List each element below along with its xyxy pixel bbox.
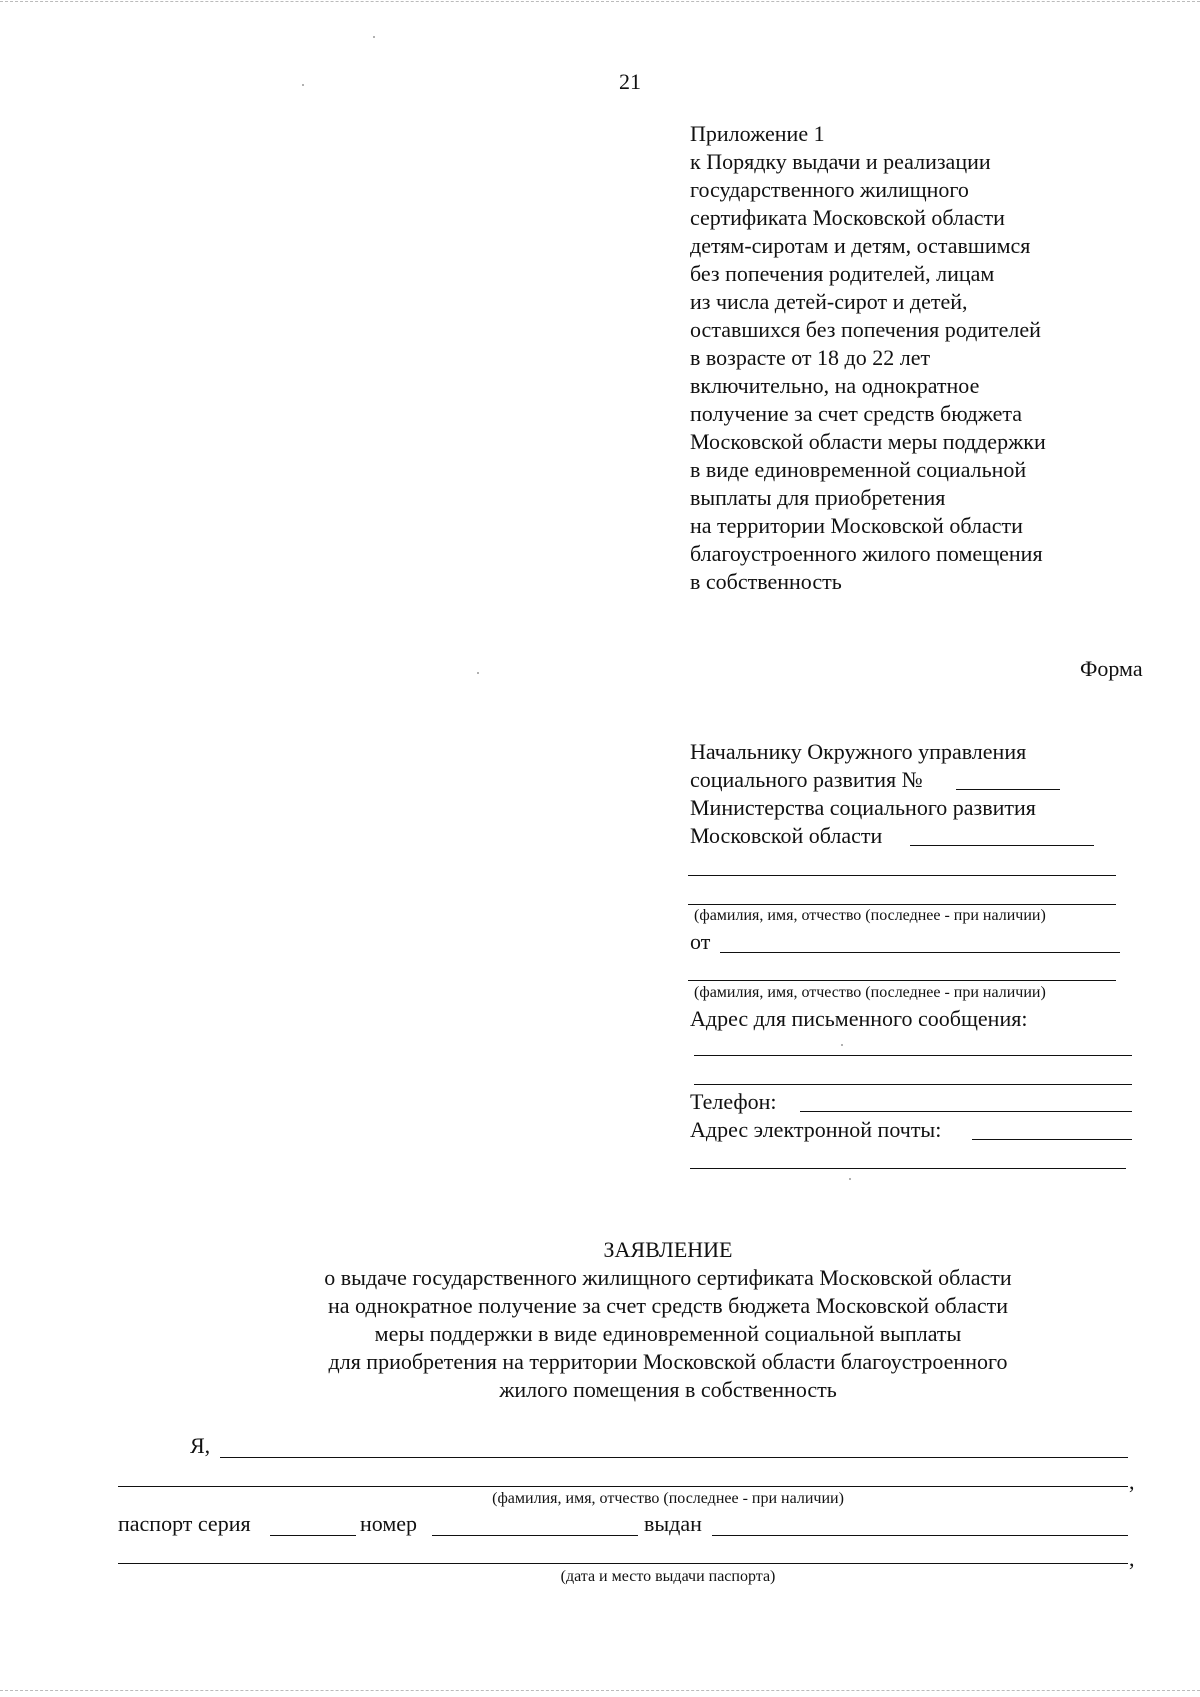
trailing-comma-2: ,	[1129, 1546, 1135, 1571]
fio-caption-2: (фамилия, имя, отчество (последнее - при наличии)	[694, 984, 1046, 1001]
appendix-line: получение за счет средств бюджета	[690, 401, 1023, 426]
appendix-line: из числа детей-сирот и детей,	[690, 289, 968, 314]
appendix-line: выплаты для приобретения	[690, 485, 946, 510]
applicant-name-field[interactable]	[720, 952, 1120, 953]
addressee-line-4: Московской области	[690, 823, 883, 848]
appendix-line: в виде единовременной социальной	[690, 457, 1027, 482]
head-name-field[interactable]	[910, 845, 1094, 846]
passport-number-field[interactable]	[432, 1535, 638, 1536]
subtitle-line: на однократное получение за счет средств бюджета Московской области	[327, 1293, 1009, 1318]
passport-issue-field[interactable]	[118, 1563, 1128, 1564]
fio-caption: (фамилия, имя, отчество (последнее - при наличии)	[694, 907, 1046, 924]
trailing-comma: ,	[1129, 1469, 1135, 1494]
appendix-line: в собственность	[690, 569, 842, 594]
appendix-line: к Порядку выдачи и реализации	[690, 149, 991, 174]
scan-speck	[373, 36, 375, 38]
email-label: Адрес электронной почты:	[690, 1117, 942, 1142]
head-name-field-3[interactable]	[688, 904, 1116, 905]
from-label: от	[690, 929, 711, 954]
appendix-line: сертификата Московской области	[690, 205, 1005, 230]
passport-series-field[interactable]	[270, 1535, 356, 1536]
issued-by-field[interactable]	[712, 1535, 1128, 1536]
phone-label: Телефон:	[690, 1089, 777, 1114]
appendix-block	[690, 120, 1046, 596]
statement-subtitle	[0, 1264, 1200, 1404]
phone-field[interactable]	[800, 1111, 1132, 1112]
passport-caption: (дата и место выдачи паспорта)	[560, 1568, 776, 1585]
page-number: 21	[619, 69, 641, 94]
subtitle-line: о выдаче государственного жилищного сертификата Московской области	[324, 1265, 1012, 1290]
scan-edge-top	[0, 1, 1200, 2]
subtitle-line: для приобретения на территории Московской области благоустроенного	[328, 1349, 1008, 1374]
full-name-field-2[interactable]	[118, 1486, 1128, 1487]
full-name-field[interactable]	[220, 1457, 1128, 1458]
statement-title: ЗАЯВЛЕНИЕ	[603, 1237, 733, 1262]
subtitle-line: жилого помещения в собственность	[499, 1377, 837, 1402]
addressee-line-1: Начальнику Окружного управления	[690, 739, 1027, 764]
email-field[interactable]	[972, 1139, 1132, 1140]
scan-edge-bottom	[0, 1690, 1200, 1691]
addressee-line-3: Министерства социального развития	[690, 795, 1036, 820]
appendix-line: детям-сиротам и детям, оставшимся	[690, 233, 1031, 258]
address-field-2[interactable]	[694, 1084, 1132, 1085]
issued-label: выдан	[644, 1511, 702, 1536]
passport-number-label: номер	[360, 1511, 418, 1536]
head-name-field-2[interactable]	[688, 875, 1116, 876]
department-number-field[interactable]	[956, 789, 1060, 790]
appendix-line: включительно, на однократное	[690, 373, 980, 398]
i-label: Я,	[190, 1433, 211, 1458]
appendix-line: на территории Московской области	[690, 513, 1023, 538]
email-field-2[interactable]	[690, 1168, 1126, 1169]
appendix-line: оставшихся без попечения родителей	[690, 317, 1041, 342]
appendix-line: Приложение 1	[690, 121, 825, 146]
appendix-line: государственного жилищного	[690, 177, 969, 202]
appendix-line: в возрасте от 18 до 22 лет	[690, 345, 931, 370]
addressee-line-2: социального развития №	[690, 767, 923, 792]
appendix-line: благоустроенного жилого помещения	[690, 541, 1043, 566]
subtitle-line: меры поддержки в виде единовременной социальной выплаты	[374, 1321, 962, 1346]
appendix-line: Московской области меры поддержки	[690, 429, 1046, 454]
full-name-caption: (фамилия, имя, отчество (последнее - при наличии)	[492, 1490, 844, 1507]
appendix-line: без попечения родителей, лицам	[690, 261, 995, 286]
passport-series-label: паспорт серия	[118, 1511, 251, 1536]
address-label: Адрес для письменного сообщения:	[690, 1006, 1028, 1031]
address-field-1[interactable]	[694, 1055, 1132, 1056]
form-label: Форма	[1080, 656, 1143, 681]
scan-speck	[477, 672, 479, 674]
scan-speck	[849, 1178, 851, 1180]
applicant-name-field-2[interactable]	[688, 980, 1116, 981]
scan-speck	[841, 1044, 843, 1046]
